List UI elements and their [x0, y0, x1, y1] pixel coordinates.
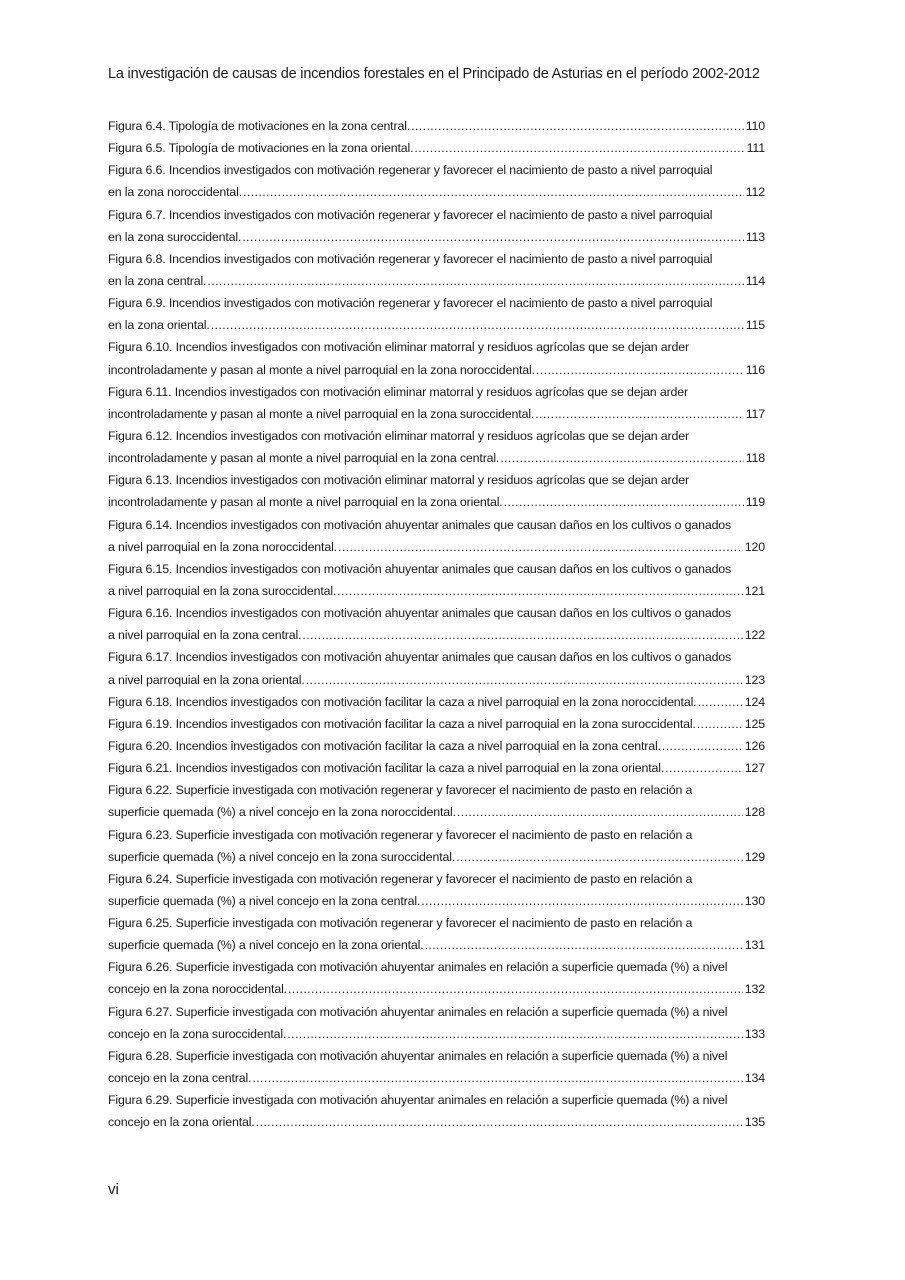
toc-page-number: 112 [745, 185, 765, 200]
toc-entry-text: Figura 6.15. Incendios investigados con motivación ahuyentar animales que causan daños en los cultivos o ganados [108, 561, 732, 576]
toc-entry-line [108, 846, 765, 868]
toc-entry[interactable] [108, 602, 765, 646]
dot-leader [243, 181, 744, 203]
toc-page-number: 128 [744, 805, 765, 820]
toc-entry[interactable] [108, 248, 765, 292]
dot-leader [457, 801, 743, 823]
toc-entry-text: en la zona central. [108, 273, 207, 288]
toc-entry-text: a nivel parroquial en la zona suroccidental. [108, 583, 337, 598]
toc-entry[interactable] [108, 646, 765, 690]
toc-entry[interactable] [108, 912, 765, 956]
toc-entry-line [108, 115, 765, 137]
toc-entry-text: a nivel parroquial en la zona oriental. [108, 672, 305, 687]
dot-leader [302, 624, 742, 646]
toc-entry[interactable] [108, 779, 765, 823]
toc-entry[interactable] [108, 336, 765, 380]
toc-entry-text: Figura 6.28. Superficie investigada con motivación ahuyentar animales en relación a superficie quemada (%) a nivel [108, 1048, 728, 1063]
toc-entry[interactable] [108, 425, 765, 469]
toc-entry-line [108, 934, 765, 956]
toc-page-number: 133 [744, 1026, 765, 1041]
toc-entry-line [108, 403, 765, 425]
toc-entry-text: a nivel parroquial en la zona noroccidental. [108, 539, 337, 554]
toc-entry-text: incontroladamente y pasan al monte a nivel parroquial en la zona oriental. [108, 495, 503, 510]
toc-entry-line [108, 691, 765, 713]
toc-entry-text: en la zona oriental. [108, 318, 210, 333]
toc-page-number: 110 [745, 119, 765, 133]
toc-entry-line [108, 447, 765, 469]
toc-entry[interactable] [108, 137, 765, 159]
toc-entry-text: superficie quemada (%) a nivel concejo en la zona central. [108, 893, 421, 908]
toc-page-number: 111 [746, 141, 765, 156]
toc-entry-line [108, 1023, 765, 1045]
toc-page-number: 135 [744, 1115, 765, 1130]
toc-entry-text: Figura 6.24. Superficie investigada con motivación regenerar y favorecer el nacimiento de pasto en relación a [108, 871, 693, 886]
toc-entry-text: Figura 6.27. Superficie investigada con motivación ahuyentar animales en relación a superficie quemada (%) a nivel [108, 1004, 728, 1019]
toc-entry-text: Figura 6.13. Incendios investigados con motivación eliminar matorral y residuos agrícolas que se dejan arder [108, 473, 689, 488]
dot-leader [306, 669, 743, 691]
toc-entry-text: incontroladamente y pasan al monte a nivel parroquial en la zona central. [108, 451, 500, 466]
toc-entry-line [108, 314, 765, 336]
dot-leader [536, 359, 744, 381]
toc-page-number: 125 [744, 716, 765, 731]
dot-leader [697, 713, 743, 735]
dot-leader [411, 115, 744, 137]
toc-entry-line [108, 801, 765, 823]
toc-entry[interactable] [108, 204, 765, 248]
dot-leader [338, 536, 743, 558]
dot-leader [662, 735, 743, 757]
toc-entry-text: concejo en la zona noroccidental. [108, 982, 287, 997]
toc-page-number: 127 [744, 761, 765, 776]
dot-leader [421, 890, 743, 912]
toc-entry[interactable] [108, 558, 765, 602]
dot-leader [337, 580, 742, 602]
toc-entry[interactable] [108, 691, 765, 713]
toc-entry-line [108, 757, 765, 779]
toc-page-number: 129 [744, 849, 765, 864]
toc-entry-text: concejo en la zona central. [108, 1071, 252, 1086]
toc-entry-line [108, 669, 765, 691]
toc-entry-text: concejo en la zona suroccidental. [108, 1026, 287, 1041]
toc-page-number: 121 [744, 583, 765, 598]
dot-leader [504, 491, 744, 513]
toc-entry-text: Figura 6.6. Incendios investigados con motivación regenerar y favorecer el nacimiento de pasto a nivel parroquial [108, 163, 713, 178]
dot-leader [500, 447, 743, 469]
toc-page-number: 118 [745, 451, 765, 466]
toc-entry[interactable] [108, 292, 765, 336]
toc-entry-text: a nivel parroquial en la zona central. [108, 628, 302, 643]
toc-entry-text: superficie quemada (%) a nivel concejo en la zona oriental. [108, 938, 424, 953]
toc-entry-line [108, 181, 765, 203]
toc-entry-line [108, 359, 765, 381]
toc-entry[interactable] [108, 1045, 765, 1089]
toc-entry-line [108, 580, 765, 602]
toc-entry-text: Figura 6.22. Superficie investigada con motivación regenerar y favorecer el nacimiento de pasto en relación a [108, 783, 693, 798]
toc-entry-text: Figura 6.12. Incendios investigados con motivación eliminar matorral y residuos agrícolas que se dejan arder [108, 428, 689, 443]
toc-entry-text: en la zona suroccidental. [108, 229, 242, 244]
toc-entry-line [108, 624, 765, 646]
toc-page-number: 131 [744, 938, 765, 953]
dot-leader [665, 757, 743, 779]
toc-entry[interactable] [108, 159, 765, 203]
dot-leader [425, 934, 743, 956]
toc-entry-text: Figura 6.11. Incendios investigados con motivación eliminar matorral y residuos agrícolas que se dejan arder [108, 384, 689, 399]
toc-page-number: 113 [745, 229, 765, 244]
toc-entry[interactable] [108, 868, 765, 912]
toc-entry-text: Figura 6.17. Incendios investigados con motivación ahuyentar animales que causan daños en los cultivos o ganados [108, 650, 732, 665]
toc-entry-text: Figura 6.20. Incendios investigados con motivación facilitar la caza a nivel parroquial en la zona central. [108, 738, 661, 753]
toc-entry-text: Figura 6.8. Incendios investigados con motivación regenerar y favorecer el nacimiento de pasto a nivel parroquial [108, 251, 713, 266]
running-header: La investigación de causas de incendios forestales en el Principado de Asturias en el período 2002-2012 [108, 66, 760, 82]
page-number: vi [108, 1181, 119, 1198]
toc-entry-text: Figura 6.26. Superficie investigada con motivación ahuyentar animales en relación a superficie quemada (%) a nivel [108, 960, 728, 975]
toc-entry-text: Figura 6.4. Tipología de motivaciones en la zona central. [108, 119, 411, 133]
dot-leader [288, 978, 743, 1000]
toc-page-number: 130 [744, 893, 765, 908]
dot-leader [414, 137, 744, 159]
toc-page-number: 126 [744, 738, 765, 753]
toc-page-number: 116 [745, 362, 765, 377]
dot-leader [242, 226, 743, 248]
toc-page-number: 120 [744, 539, 765, 554]
toc-page-number: 115 [745, 318, 765, 333]
dot-leader [456, 846, 743, 868]
toc-page-number: 114 [745, 273, 765, 288]
list-of-figures [108, 115, 765, 1133]
toc-entry[interactable] [108, 757, 765, 779]
toc-entry-text: Figura 6.23. Superficie investigada con motivación regenerar y favorecer el nacimiento de pasto en relación a [108, 827, 693, 842]
toc-page-number: 134 [744, 1071, 765, 1086]
toc-page-number: 124 [744, 694, 765, 709]
toc-entry-text: Figura 6.9. Incendios investigados con motivación regenerar y favorecer el nacimiento de pasto a nivel parroquial [108, 296, 713, 311]
toc-entry-line [108, 226, 765, 248]
toc-entry-text: Figura 6.10. Incendios investigados con motivación eliminar matorral y residuos agrícolas que se dejan arder [108, 340, 689, 355]
toc-entry-text: Figura 6.25. Superficie investigada con motivación regenerar y favorecer el nacimiento de pasto en relación a [108, 916, 693, 931]
toc-entry[interactable] [108, 956, 765, 1000]
toc-page-number: 117 [745, 406, 765, 421]
toc-page-number: 122 [744, 628, 765, 643]
toc-entry[interactable] [108, 735, 765, 757]
toc-entry[interactable] [108, 824, 765, 868]
toc-entry-text: Figura 6.19. Incendios investigados con motivación facilitar la caza a nivel parroquial en la zona suroccidental. [108, 716, 696, 731]
toc-entry-line [108, 890, 765, 912]
toc-entry-text: Figura 6.7. Incendios investigados con motivación regenerar y favorecer el nacimiento de pasto a nivel parroquial [108, 207, 713, 222]
toc-entry-text: Figura 6.18. Incendios investigados con motivación facilitar la caza a nivel parroquial en la zona noroccidental. [108, 694, 697, 709]
toc-entry[interactable] [108, 1089, 765, 1133]
toc-entry-text: concejo en la zona oriental. [108, 1115, 255, 1130]
toc-entry-line [108, 713, 765, 735]
toc-entry-line [108, 491, 765, 513]
dot-leader [287, 1023, 742, 1045]
toc-entry-line [108, 270, 765, 292]
toc-page-number: 119 [745, 495, 765, 510]
dot-leader [252, 1067, 742, 1089]
toc-entry-line [108, 137, 765, 159]
toc-entry-line [108, 735, 765, 757]
toc-entry[interactable] [108, 514, 765, 558]
toc-entry[interactable] [108, 1001, 765, 1045]
toc-entry-text: Figura 6.5. Tipología de motivaciones en la zona oriental. [108, 141, 414, 156]
toc-entry[interactable] [108, 381, 765, 425]
dot-leader [256, 1111, 743, 1133]
toc-entry-text: incontroladamente y pasan al monte a nivel parroquial en la zona suroccidental. [108, 406, 535, 421]
dot-leader [697, 691, 742, 713]
toc-entry-text: Figura 6.21. Incendios investigados con motivación facilitar la caza a nivel parroquial en la zona oriental. [108, 761, 665, 776]
dot-leader [207, 270, 743, 292]
dot-leader [211, 314, 744, 336]
toc-page-number: 132 [744, 982, 765, 997]
toc-entry-text: Figura 6.29. Superficie investigada con motivación ahuyentar animales en relación a superficie quemada (%) a nivel [108, 1093, 728, 1108]
toc-page-number: 123 [744, 672, 765, 687]
toc-entry[interactable] [108, 469, 765, 513]
toc-entry[interactable] [108, 115, 765, 137]
dot-leader [535, 403, 743, 425]
toc-entry-text: superficie quemada (%) a nivel concejo en la zona noroccidental. [108, 805, 456, 820]
toc-entry-line [108, 978, 765, 1000]
toc-entry-line [108, 1067, 765, 1089]
toc-entry[interactable] [108, 713, 765, 735]
toc-entry-text: Figura 6.16. Incendios investigados con motivación ahuyentar animales que causan daños en los cultivos o ganados [108, 606, 732, 621]
toc-entry-line [108, 536, 765, 558]
toc-entry-text: en la zona noroccidental. [108, 185, 243, 200]
toc-entry-text: superficie quemada (%) a nivel concejo en la zona suroccidental. [108, 849, 456, 864]
toc-entry-text: Figura 6.14. Incendios investigados con motivación ahuyentar animales que causan daños en los cultivos o ganados [108, 517, 732, 532]
toc-entry-text: incontroladamente y pasan al monte a nivel parroquial en la zona noroccidental. [108, 362, 535, 377]
toc-entry-line [108, 1111, 765, 1133]
